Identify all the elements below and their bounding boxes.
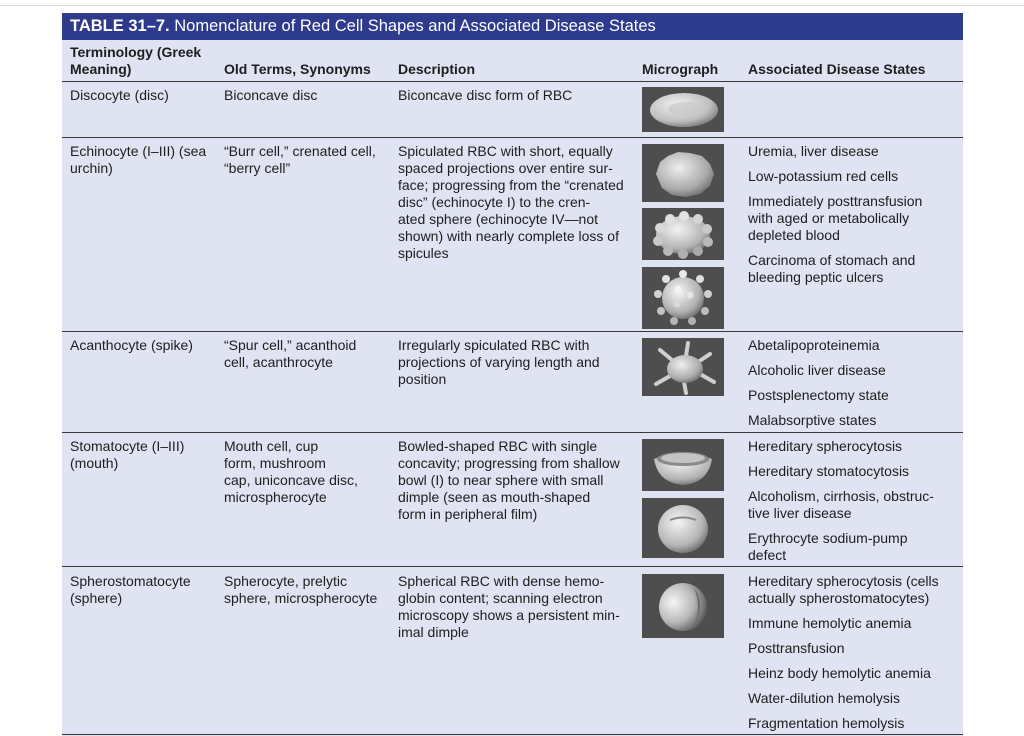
row-discocyte-old	[224, 87, 392, 104]
disease-line: defect	[748, 547, 787, 563]
stomatocyte-iii-micrograph	[642, 498, 724, 558]
old-term-line: Mouth cell, cup	[224, 438, 319, 454]
disease-line: Hereditary spherocytosis	[748, 438, 903, 454]
term-line: Spherostomatocyte	[70, 573, 191, 589]
header-rule	[62, 81, 963, 82]
disease-entry	[748, 665, 960, 682]
row-echinocyte-old	[224, 143, 392, 177]
table-title	[62, 13, 963, 40]
desc-line: projections of varying length and	[398, 354, 600, 370]
echinocyte-ii-micrograph	[642, 208, 724, 260]
red-cell-table	[62, 13, 963, 736]
desc-line: spicules	[398, 245, 449, 261]
desc-line: Irregularly spiculated RBC with	[398, 337, 590, 353]
old-term-line: cell, acanthrocyte	[224, 354, 333, 370]
echinocyte-i-micrograph	[642, 144, 724, 202]
row-spherostomatocyte-desc	[398, 573, 636, 641]
desc-line: globin content; scanning electron	[398, 590, 603, 606]
header-terminology-line: Terminology (Greek	[70, 44, 202, 60]
header-description: Description	[398, 61, 476, 77]
disease-line: Malabsorptive states	[748, 412, 877, 428]
row-discocyte-term	[70, 87, 218, 104]
row-acanthocyte-desc	[398, 337, 636, 388]
desc-line: position	[398, 371, 447, 387]
disease-entry	[748, 252, 960, 286]
discocyte-cell-image	[642, 87, 724, 132]
term-line: Acanthocyte (spike)	[70, 337, 193, 353]
echinocyte-iii-micrograph	[642, 267, 724, 329]
row-divider	[62, 734, 963, 735]
echinocyte-cell-image	[642, 144, 724, 202]
desc-line: face; progressing from the “crenated	[398, 177, 624, 193]
term-line: urchin)	[70, 160, 113, 176]
desc-line: imal dimple	[398, 624, 469, 640]
disease-entry	[748, 463, 960, 480]
disease-line: Fragmentation hemolysis	[748, 715, 905, 731]
row-echinocyte-desc	[398, 143, 636, 262]
disease-line: Erythrocyte sodium-pump	[748, 530, 908, 546]
row-divider	[62, 331, 963, 332]
disease-line: with aged or metabolically	[748, 210, 910, 226]
term-line: Discocyte (disc)	[70, 87, 169, 103]
disease-line: depleted blood	[748, 227, 840, 243]
term-line: Echinocyte (I–III) (sea	[70, 143, 207, 159]
old-term-line: sphere, microspherocyte	[224, 590, 378, 606]
term-line: (sphere)	[70, 590, 123, 606]
row-spherostomatocyte-old	[224, 573, 392, 607]
old-term-line: form, mushroom	[224, 455, 326, 471]
stomatocyte-cell-image	[642, 439, 724, 491]
desc-line: dimple (seen as mouth-shaped	[398, 489, 591, 505]
stomatocyte-cell-image	[642, 498, 724, 558]
disease-line: Abetalipoproteinemia	[748, 337, 880, 353]
disease-entry	[748, 387, 960, 404]
disease-entry	[748, 615, 960, 632]
disease-entry	[748, 362, 960, 379]
disease-entry	[748, 337, 960, 354]
stomatocyte-i-micrograph	[642, 439, 724, 491]
row-spherostomatocyte-diseases	[748, 573, 960, 732]
table-number: TABLE 31–7.	[70, 17, 170, 35]
row-echinocyte-term	[70, 143, 218, 177]
row-acanthocyte-term	[70, 337, 218, 354]
old-term-line: Spherocyte, prelytic	[224, 573, 347, 589]
desc-line: ated sphere (echinocyte IV—not	[398, 211, 599, 227]
disease-line: Posttransfusion	[748, 640, 845, 656]
row-divider	[62, 566, 963, 567]
desc-line: Bowled-shaped RBC with single	[398, 438, 598, 454]
desc-line: disc” (echinocyte I) to the cren-	[398, 194, 591, 210]
old-term-line: Biconcave disc	[224, 87, 318, 103]
disease-line: Low-potassium red cells	[748, 168, 899, 184]
echinocyte-cell-image	[642, 208, 724, 260]
disease-line: bleeding peptic ulcers	[748, 269, 884, 285]
header-terminology-line: Meaning)	[70, 61, 132, 77]
table-title-text: Nomenclature of Red Cell Shapes and Associated Disease States	[174, 17, 656, 35]
disease-line: Alcoholism, cirrhosis, obstruc-	[748, 488, 934, 504]
old-term-line: “Spur cell,” acanthoid	[224, 337, 357, 353]
row-stomatocyte-diseases	[748, 438, 960, 564]
desc-line: Biconcave disc form of RBC	[398, 87, 573, 103]
row-divider	[62, 432, 963, 433]
disease-entry	[748, 193, 960, 244]
disease-entry	[748, 143, 960, 160]
disease-line: Uremia, liver disease	[748, 143, 879, 159]
old-term-line: “Burr cell,” crenated cell,	[224, 143, 376, 159]
spherostomatocyte-micrograph	[642, 574, 724, 638]
row-echinocyte-diseases	[748, 143, 960, 286]
desc-line: concavity; progressing from shallow	[398, 455, 620, 471]
disease-line: Hereditary stomatocytosis	[748, 463, 910, 479]
disease-line: Immune hemolytic anemia	[748, 615, 912, 631]
desc-line: shown) with nearly complete loss of	[398, 228, 619, 244]
acanthocyte-cell-image	[642, 338, 724, 396]
header-associated-diseases: Associated Disease States	[748, 61, 926, 77]
disease-line: Hereditary spherocytosis (cells	[748, 573, 939, 589]
desc-line: spaced projections over entire sur-	[398, 160, 613, 176]
old-term-line: microspherocyte	[224, 489, 327, 505]
disease-entry	[748, 412, 960, 429]
disease-entry	[748, 488, 960, 522]
disease-line: tive liver disease	[748, 505, 852, 521]
header-terminology	[70, 44, 220, 78]
disease-line: Water-dilution hemolysis	[748, 690, 900, 706]
disease-entry	[748, 690, 960, 707]
spherostomatocyte-cell-image	[642, 574, 724, 638]
disease-entry	[748, 438, 960, 455]
echinocyte-cell-image	[642, 267, 724, 329]
disease-line: Carcinoma of stomach and	[748, 252, 916, 268]
disease-line: Postsplenectomy state	[748, 387, 889, 403]
desc-line: bowl (I) to near sphere with small	[398, 472, 604, 488]
row-discocyte-desc	[398, 87, 636, 104]
row-stomatocyte-term	[70, 438, 218, 472]
disease-entry	[748, 640, 960, 657]
disease-line: Heinz body hemolytic anemia	[748, 665, 931, 681]
disease-entry	[748, 168, 960, 185]
disease-entry	[748, 715, 960, 732]
row-divider	[62, 137, 963, 138]
disease-line: Immediately posttransfusion	[748, 193, 923, 209]
disease-entry	[748, 573, 960, 607]
row-spherostomatocyte-term	[70, 573, 218, 607]
disease-line: Alcoholic liver disease	[748, 362, 886, 378]
desc-line: form in peripheral film)	[398, 506, 538, 522]
desc-line: Spherical RBC with dense hemo-	[398, 573, 605, 589]
acanthocyte-micrograph	[642, 338, 724, 396]
old-term-line: cap, uniconcave disc,	[224, 472, 358, 488]
desc-line: Spiculated RBC with short, equally	[398, 143, 613, 159]
row-acanthocyte-old	[224, 337, 392, 371]
old-term-line: “berry cell”	[224, 160, 291, 176]
page-top-divider	[0, 5, 1024, 6]
desc-line: microscopy shows a persistent min-	[398, 607, 620, 623]
row-stomatocyte-desc	[398, 438, 636, 523]
disease-entry	[748, 530, 960, 564]
disease-line: actually spherostomatocytes)	[748, 590, 930, 606]
discocyte-micrograph	[642, 87, 724, 132]
row-stomatocyte-old	[224, 438, 392, 506]
header-old-terms: Old Terms, Synonyms	[224, 61, 371, 77]
row-acanthocyte-diseases	[748, 337, 960, 429]
term-line: Stomatocyte (I–III)	[70, 438, 185, 454]
term-line: (mouth)	[70, 455, 119, 471]
header-micrograph: Micrograph	[642, 61, 719, 77]
